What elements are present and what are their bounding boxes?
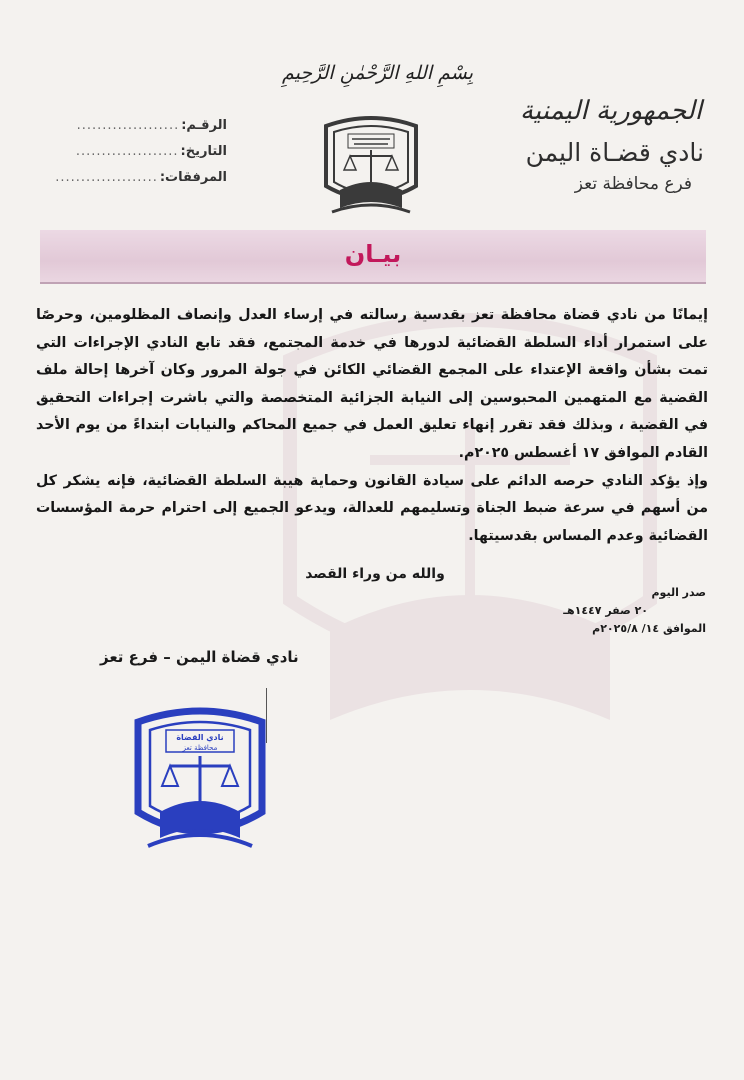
- hijri-date: ٢٠ صفر ١٤٤٧هـ: [563, 604, 648, 617]
- official-stamp: [130, 700, 270, 868]
- reference-number-row: [76, 118, 227, 144]
- club-name: نادي قضـاة اليمن: [525, 138, 704, 167]
- judges-club-logo: [318, 112, 424, 224]
- reference-number-label: الرقـم:: [181, 118, 227, 133]
- stamp-line-2: محافظة تعز: [182, 744, 218, 752]
- reference-date-value: ....................: [75, 144, 179, 159]
- document-title: بيـان: [344, 240, 402, 268]
- issue-date-block: [563, 584, 706, 638]
- stamp-line-1: نادي القضاة: [176, 733, 224, 742]
- reference-attachments-row: [55, 170, 227, 196]
- reference-block: [55, 118, 227, 196]
- closing-phrase: والله من وراء القصد: [305, 566, 445, 582]
- branch-name: فرع محافظة تعز: [574, 174, 692, 194]
- reference-number-value: ....................: [76, 118, 180, 133]
- gregorian-date: الموافق ١٤/ ٢٠٢٥/٨م: [592, 622, 706, 635]
- reference-date-label: التاريخ:: [180, 144, 227, 159]
- statement-body: [36, 302, 708, 550]
- reference-attachments-label: المرفقات:: [159, 170, 227, 185]
- signature-title: نادي قضاة اليمن – فرع تعز: [100, 648, 299, 666]
- basmala: بِسْمِ اللهِ الرَّحْمٰنِ الرَّحِيمِ: [282, 62, 473, 84]
- statement-paragraph-1: إيمانًا من نادي قضاة محافظة تعز بقدسية رسالته في إرساء العدل وإنصاف المظلومين، وحرصًا على استمرار أداء السلطة القضائية لدورها في خدمة المجتمع، فقد تابع النادي الإجراءات التي تمت بشأن واقعة الإعتداء على المجمع القضائي الكائن في جولة المرور وكان آخرها إحالة ملف القضية مع المتهمين المحبوسين إلى النيابة الجزائية المتخصصة والتي باشرت إجراءات التحقيق في القضية ، وبذلك فقد تقرر إنهاء تعليق العمل في جميع المحاكم والنيابات ابتداءً من يوم الأحد القادم الموافق ١٧ أغسطس ٢٠٢٥م.: [36, 307, 708, 461]
- statement-paragraph-2: وإذ يؤكد النادي حرصه الدائم على سيادة القانون وحماية هيبة السلطة القضائية، فإنه يشكر كل من أسهم في سرعة ضبط الجناة وتسليمهم للعدالة، ويدعو الجميع إلى احترام حرمة المؤسسات القضائية وعدم المساس بقدسيتها.: [36, 472, 708, 544]
- issued-today-label: صدر اليوم: [651, 586, 706, 599]
- republic-name: الجمهورية اليمنية: [519, 96, 702, 126]
- title-band: [40, 230, 706, 284]
- reference-date-row: [75, 144, 227, 170]
- reference-attachments-value: ....................: [55, 170, 158, 185]
